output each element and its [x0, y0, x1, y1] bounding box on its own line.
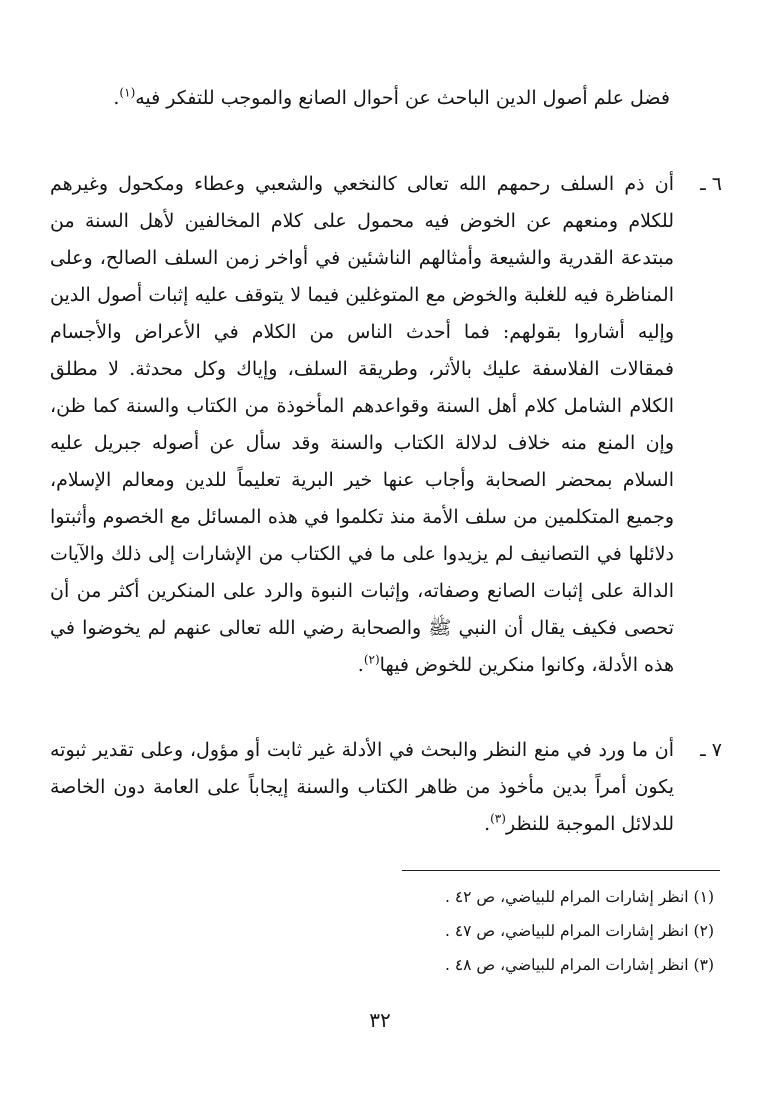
item-text-7: أن ما ورد في منع النظر والبحث في الأدلة غير ثابت أو مؤول، وعلى تقدير ثبوته يكون أمراً بدين مأخوذ من ظاهر الكتاب والسنة إيجاباً على العامة دون الخاصة للدلائل الموجبة للنظر	[50, 739, 674, 835]
footnote-text: انظر إشارات المرام للبياضي، ص ٤٨ .	[444, 956, 689, 974]
footnote-ref-2: (٢)	[363, 652, 380, 667]
item-end-7: .	[484, 813, 491, 835]
footnote-ref-1: (١)	[119, 85, 136, 100]
footnotes	[314, 880, 714, 982]
item-body-7	[50, 732, 674, 843]
footnote-number: (٢)	[693, 922, 714, 940]
item-number-7: ٧ ـ	[700, 739, 722, 761]
intro-paragraph	[85, 80, 670, 116]
item-text-6: أن ذم السلف رحمهم الله تعالى كالنخعي والشعبي وعطاء ومكحول وغيرهم للكلام ومنعهم عن الخوض فيه محمول على كلام المخالفين لأهل السنة من مبتدعة القدرية والشيعة وأمثالهم الناشئين في أواخر زمن السلف الصالح، وعلى المناظرة فيه للغلبة والخوض مع المتوغلين فيما لا يتوقف عليه إثبات أصول الدين وإليه أشاروا بقولهم: فما أحدث الناس من الكلام في الأعراض والأجسام فمقالات الفلاسفة عليك بالأثر، وطريقة السلف، وإياك وكل محدثة. لا مطلق الكلام الشامل كلام أهل السنة وقواعدهم المأخوذة من الكتاب والسنة كما ظن، وإن المنع منه خلاف لدلالة الكتاب والسنة وقد سأل عن أصوله جبريل عليه السلام بمحضر الصحابة وأجاب عنها خير البرية تعليماً للدين ومعالم الإسلام، وجميع المتكلمين من سلف الأمة منذ تكلموا في هذه المسائل مع الخصوم وأثبتوا دلائلها في التصانيف لم يزيدوا على ما في الكتاب من الإشارات إلى ذلك والآيات الدالة على إثبات الصانع وصفاته، وإثبات النبوة والرد على المنكرين أكثر من أن تحصى فكيف يقال أن النبي ﷺ والصحابة رضي الله تعالى عنهم لم يخوضوا في هذه الأدلة، وكانوا منكرين للخوض فيها	[50, 173, 674, 676]
footnote-divider	[402, 870, 720, 871]
page-number: ٣٢	[369, 1008, 391, 1032]
intro-end: .	[113, 87, 120, 109]
list-item-6	[50, 166, 722, 684]
footnote-1	[314, 880, 714, 914]
item-number-6: ٦ ـ	[700, 173, 722, 195]
item-body-6	[50, 166, 674, 684]
footnote-number: (١)	[693, 888, 714, 906]
intro-text: فضل علم أصول الدين الباحث عن أحوال الصانع والموجب للتفكر فيه	[135, 87, 670, 109]
footnote-text: انظر إشارات المرام للبياضي، ص ٤٧ .	[444, 922, 689, 940]
footnote-number: (٣)	[693, 956, 714, 974]
list-item-7	[50, 732, 722, 843]
item-end-6: .	[357, 654, 364, 676]
footnote-ref-3: (٣)	[490, 811, 506, 826]
footnote-3	[314, 948, 714, 982]
footnote-2	[314, 914, 714, 948]
footnote-text: انظر إشارات المرام للبياضي، ص ٤٢ .	[444, 888, 689, 906]
